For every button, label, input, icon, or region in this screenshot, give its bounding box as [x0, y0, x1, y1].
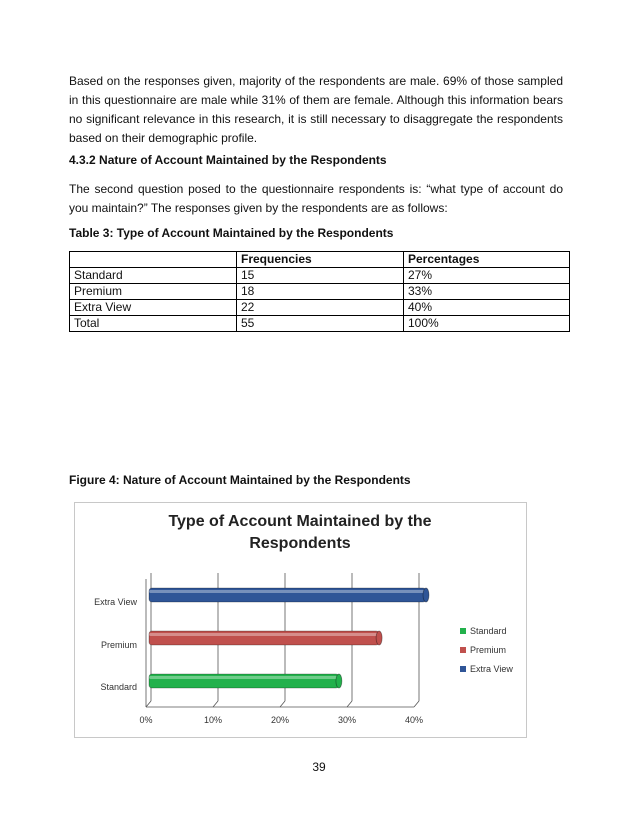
legend-item — [460, 659, 513, 678]
gridline-depth — [347, 701, 352, 707]
legend-label: Standard — [470, 625, 507, 636]
table-cell: 15 — [237, 268, 404, 284]
bar-end-cap — [423, 588, 429, 602]
chart-title: Type of Account Maintained by the Respondents — [168, 513, 432, 552]
legend-swatch — [460, 628, 466, 634]
account-table — [69, 251, 570, 332]
legend-swatch — [460, 666, 466, 672]
gridline-depth — [146, 701, 151, 707]
table-cell: 100% — [404, 316, 570, 332]
table-row — [70, 300, 570, 316]
x-tick-label: 20% — [270, 715, 289, 725]
table-cell: Total — [70, 316, 237, 332]
x-tick-label: 0% — [139, 715, 153, 725]
table-cell: 18 — [237, 284, 404, 300]
gridline-depth — [213, 701, 218, 707]
y-tick-label: Extra View — [94, 597, 137, 607]
legend-item — [460, 621, 513, 640]
table-cell: Premium — [70, 284, 237, 300]
y-tick-label: Standard — [100, 682, 137, 692]
bar-highlight — [149, 590, 426, 593]
bar-end-cap — [336, 674, 342, 688]
table-row — [70, 268, 570, 284]
question-paragraph: The second question posed to the questionnaire respondents is: “what type of account do you maintain?” The responses given by the respondents are as follows: — [69, 182, 563, 215]
gridline-depth — [280, 701, 285, 707]
table-header-row — [70, 252, 570, 268]
chart-legend — [460, 621, 513, 678]
x-tick-label: 30% — [337, 715, 356, 725]
table-cell: 27% — [404, 268, 570, 284]
table-cell: 22 — [237, 300, 404, 316]
table-header-cell: Frequencies — [237, 252, 404, 268]
account-chart — [74, 502, 527, 738]
page-number: 39 — [312, 760, 326, 774]
table-header-cell — [70, 252, 237, 268]
legend-swatch — [460, 647, 466, 653]
bar-end-cap — [376, 631, 382, 645]
legend-item — [460, 640, 513, 659]
x-tick-label: 10% — [203, 715, 222, 725]
section-heading: 4.3.2 Nature of Account Maintained by the Respondents — [69, 153, 387, 167]
table-cell: 40% — [404, 300, 570, 316]
bar-highlight — [149, 676, 339, 679]
figure-caption: Figure 4: Nature of Account Maintained by the Respondents — [69, 473, 411, 487]
intro-paragraph: Based on the responses given, majority of the respondents are male. 69% of those sampled in this questionnaire are male while 31% of them are female. Although this information bears no significant relevance in this research, it is still necessary to disaggregate the respondents based on their demographic profile. — [69, 74, 563, 145]
y-tick-label: Premium — [100, 640, 137, 650]
table-caption: Table 3: Type of Account Maintained by the Respondents — [69, 226, 394, 240]
table-cell: Standard — [70, 268, 237, 284]
table-cell: Extra View — [70, 300, 237, 316]
table-cell: 55 — [237, 316, 404, 332]
table-row — [70, 316, 570, 332]
table-cell: 33% — [404, 284, 570, 300]
x-tick-label: 40% — [404, 715, 423, 725]
gridline-depth — [414, 701, 419, 707]
chart-plot — [75, 503, 526, 737]
table-row — [70, 284, 570, 300]
legend-label: Extra View — [470, 663, 513, 674]
legend-label: Premium — [470, 644, 507, 655]
bar-highlight — [149, 633, 379, 636]
table-header-cell: Percentages — [404, 252, 570, 268]
